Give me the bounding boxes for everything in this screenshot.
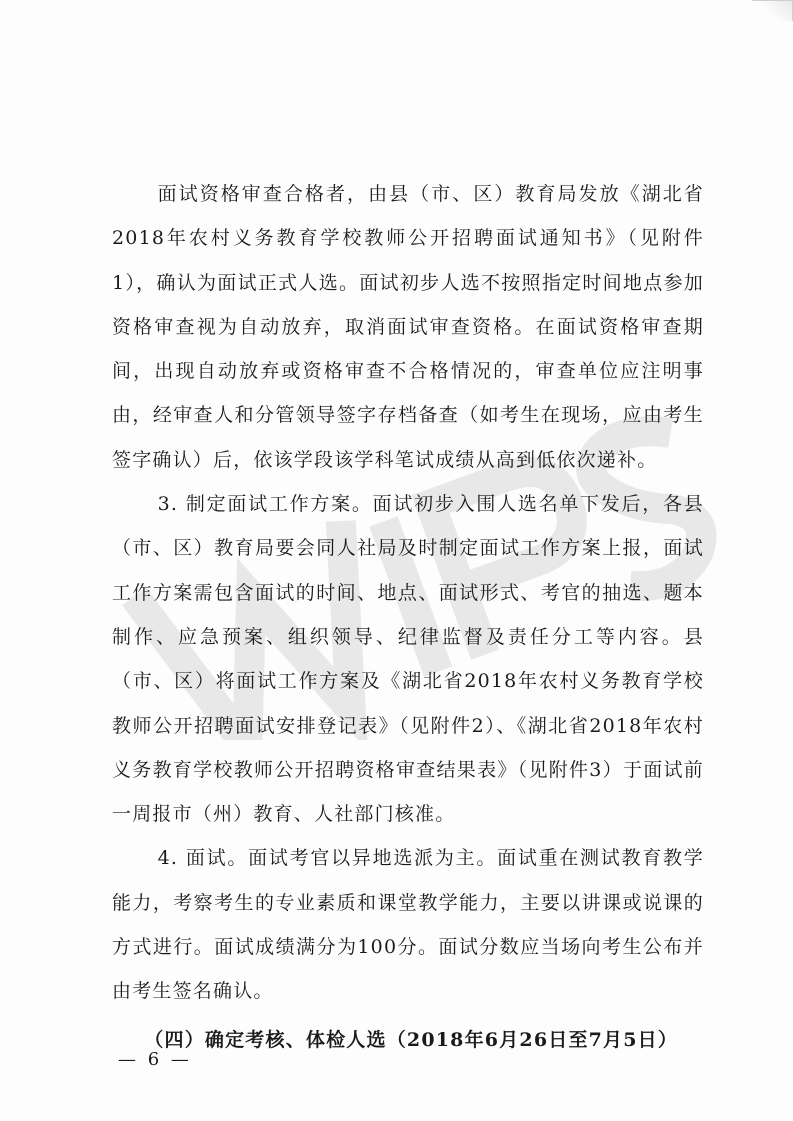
body-text <box>112 172 704 1062</box>
paragraph-interview-plan: 3. 制定面试工作方案。面试初步入围人选名单下发后，各县（市、区）教育局要会同人社局及时制定面试工作方案上报，面试工作方案需包含面试的时间、地点、面试形式、考官的抽选、题本制作、应急预案、组织领导、纪律监督及责任分工等内容。县（市、区）将面试工作方案及《湖北省2018年农村义务教育学校教师公开招聘面试安排登记表》（见附件2）、《湖北省2018年农村义务教育学校教师公开招聘资格审查结果表》（见附件3）于面试前一周报市（州）教育、人社部门核准。 <box>112 493 704 826</box>
paragraph-qualification-review: 面试资格审查合格者，由县（市、区）教育局发放《湖北省2018年农村义务教育学校教师公开招聘面试通知书》（见附件1），确认为面试正式人选。面试初步人选不按照指定时间地点参加资格审查视为自动放弃，取消面试审查资格。在面试资格审查期间，出现自动放弃或资格审查不合格情况的，审查单位应注明事由，经审查人和分管领导签字存档备查（如考生在现场，应由考生签字确认）后，依该学段该学科笔试成绩从高到低依次递补。 <box>112 183 704 471</box>
page-number: — 6 — <box>118 1049 192 1070</box>
paragraph-interview: 4. 面试。面试考官以异地选派为主。面试重在测试教育教学能力，考察考生的专业素质和课堂教学能力，主要以讲课或说课的方式进行。面试成绩满分为100分。面试分数应当场向考生公布并由考生签名确认。 <box>112 847 704 1003</box>
scan-corner-fold <box>752 0 793 21</box>
section-heading: （四）确定考核、体检人选（2018年6月26日至7月5日） <box>144 1028 679 1051</box>
